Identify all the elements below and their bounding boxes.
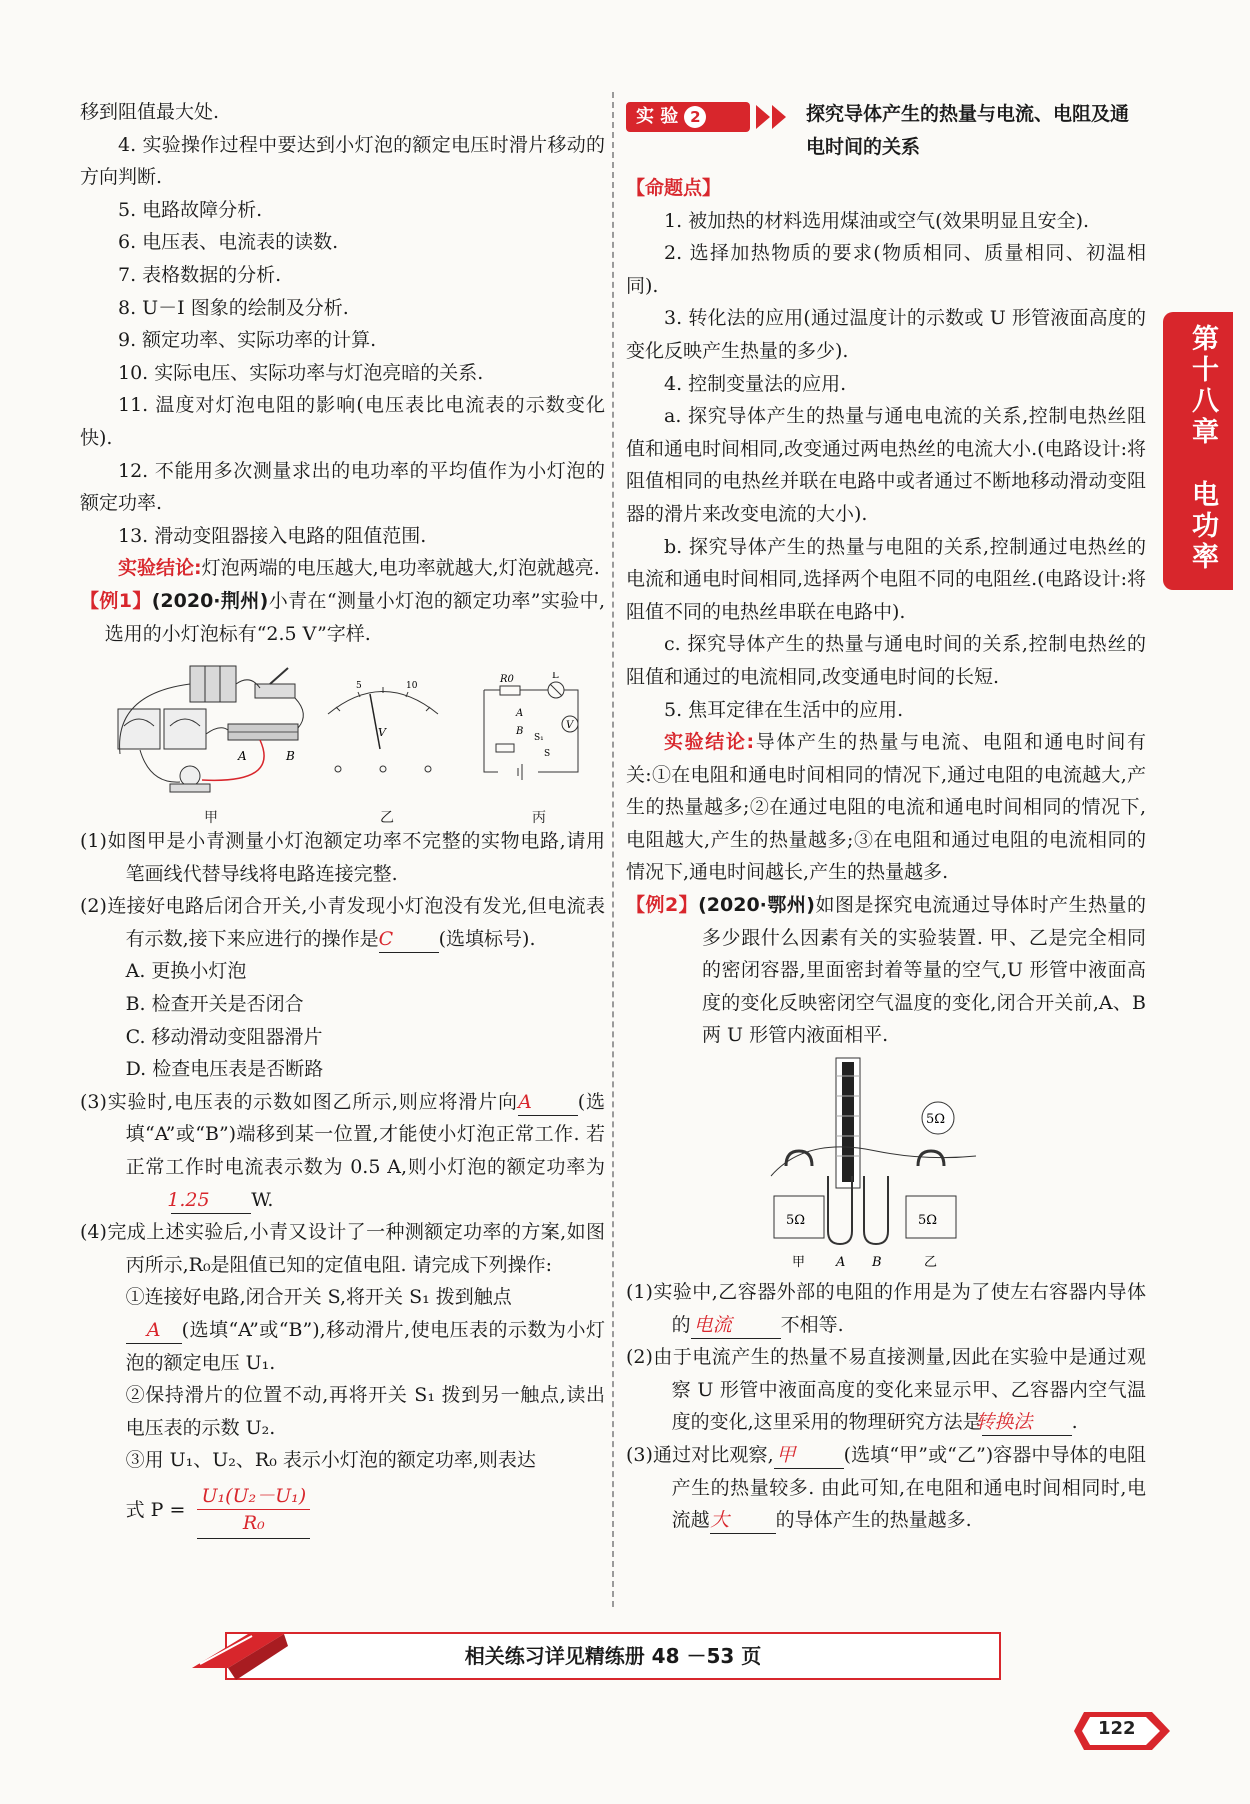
point-item: 4. 控制变量法的应用. bbox=[664, 372, 847, 395]
conclusion-label: 实验结论: bbox=[118, 557, 202, 580]
text-line: 8. U－I 图象的绘制及分析. bbox=[118, 296, 349, 319]
experiment-header bbox=[626, 96, 1146, 172]
text-line: 6. 电压表、电流表的读数. bbox=[118, 231, 339, 254]
text-line: 11. 温度对灯泡电阻的影响(电压表比电流表的示数变化快). bbox=[80, 394, 605, 449]
text-line: 移到阻值最大处. bbox=[80, 101, 220, 123]
resistor-label: 5Ω bbox=[918, 1213, 938, 1229]
right-column bbox=[626, 96, 1146, 1537]
text-line: 13. 滑动变阻器接入电路的阻值范围. bbox=[118, 524, 427, 547]
question-text: (3)实验时,电压表的示数如图乙所示,则应将滑片向 bbox=[80, 1090, 518, 1113]
question-4: (4)完成上述实验后,小青又设计了一种测额定功率的方案,如图丙所示,R₀是阻值已知的定值电阻. 请完成下列操作: bbox=[80, 1221, 605, 1276]
svg-text:S: S bbox=[544, 749, 551, 760]
option: D. 检查电压表是否断路 bbox=[125, 1058, 324, 1081]
example-tag: 【例2】 bbox=[626, 894, 699, 917]
u-tube-apparatus-figure bbox=[766, 1056, 986, 1271]
page-number: 122 bbox=[1098, 1718, 1136, 1739]
step-3: ③用 U₁、U₂、R₀ 表示小灯泡的额定功率,则表达 bbox=[125, 1449, 536, 1472]
formula-numerator: U₁(U₂－U₁) bbox=[197, 1483, 310, 1510]
text-line: 10. 实际电压、实际功率与灯泡亮暗的关系. bbox=[118, 361, 484, 384]
example2-stem bbox=[626, 889, 1146, 1052]
circuit-photo-figure bbox=[110, 664, 315, 799]
pen-icon bbox=[188, 1628, 308, 1684]
question-3 bbox=[80, 1086, 605, 1216]
question-text: . bbox=[1071, 1411, 1078, 1434]
text-line: 12. 不能用多次测量求出的电功率的平均值作为小灯泡的额定功率. bbox=[80, 459, 605, 515]
svg-text:B: B bbox=[286, 749, 295, 764]
conclusion-text: 导体产生的热量与电流、电阻和通电时间有关:①在电阻和通电时间相同的情况下,通过电阻的电流越大,产生的热量越多;②在通过电阻的电流和通电时间相同的情况下,电阻越大,产生的热量越多;③在电阻和通过电阻的电流相同的情况下,通电时间越长,产生的热量越多. bbox=[626, 731, 1146, 884]
svg-text:A: A bbox=[516, 708, 524, 720]
formula-prefix: 式 P = bbox=[125, 1498, 186, 1521]
practice-reference-banner: 相关练习详见精练册 48 －53 页 bbox=[225, 1632, 1001, 1680]
resistor-label: 5Ω bbox=[926, 1112, 946, 1128]
svg-text:B: B bbox=[516, 726, 524, 738]
example-source: (2020·鄂州) bbox=[698, 894, 815, 917]
example1-figures bbox=[80, 664, 605, 827]
question-1 bbox=[626, 1276, 1146, 1341]
figure-label-bing: 丙 bbox=[532, 810, 546, 827]
option: B. 检查开关是否闭合 bbox=[125, 993, 304, 1016]
text-line: 9. 额定功率、实际功率的计算. bbox=[118, 329, 377, 352]
question-text: W. bbox=[251, 1188, 274, 1211]
text-line: 5. 电路故障分析. bbox=[118, 198, 263, 221]
voltmeter-dial-figure bbox=[318, 674, 448, 784]
chapter-side-tab bbox=[1163, 312, 1233, 590]
answer-blank: 电流 bbox=[691, 1312, 781, 1339]
figure-label-jia: 甲 bbox=[204, 810, 218, 827]
question-text: ①连接好电路,闭合开关 S,将开关 S₁ 拨到触点 bbox=[125, 1286, 512, 1309]
question-text: (2)由于电流产生的热量不易直接测量,因此在实验中是通过观察 U 形管中液面高度的变化来显示甲、乙容器内空气温度的变化,这里采用的物理研究方法是 bbox=[626, 1346, 1146, 1434]
example-tag: 【例1】 bbox=[80, 589, 152, 612]
question-2 bbox=[626, 1341, 1146, 1439]
answer-blank: 甲 bbox=[774, 1442, 844, 1469]
topic-label: 电功率 bbox=[1187, 480, 1218, 573]
conclusion-label: 实验结论: bbox=[664, 731, 755, 754]
chapter-label: 第十八章 bbox=[1187, 324, 1218, 448]
circuit-diagram-figure bbox=[478, 672, 590, 787]
question-text: 的导体产生的热量越多. bbox=[775, 1509, 972, 1532]
double-arrow-icon bbox=[754, 102, 790, 132]
experiment-label: 实 验 bbox=[636, 106, 679, 127]
conclusion-text: 灯泡两端的电压越大,电功率就越大,灯泡就越亮. bbox=[201, 557, 600, 580]
text-line: 7. 表格数据的分析. bbox=[118, 263, 282, 286]
example2-figure bbox=[626, 1056, 1146, 1276]
answer-blank: 转换法 bbox=[982, 1409, 1072, 1436]
figure-label-b: B bbox=[872, 1255, 882, 1271]
step-1 bbox=[80, 1281, 605, 1379]
question-1: (1)如图甲是小青测量小灯泡额定功率不完整的实物电路,请用笔画线代替导线将电路连接完整. bbox=[80, 830, 605, 885]
question-3 bbox=[626, 1439, 1146, 1537]
text-line: 4. 实验操作过程中要达到小灯泡的额定电压时滑片移动的方向判断. bbox=[80, 133, 605, 189]
example-source: (2020·荆州) bbox=[151, 589, 269, 612]
figure-label-a: A bbox=[836, 1255, 846, 1271]
point-item: 3. 转化法的应用(通过温度计的示数或 U 形管液面高度的变化反映产生热量的多少). bbox=[626, 307, 1146, 362]
answer-blank: 大 bbox=[710, 1507, 776, 1534]
page-number-badge bbox=[1074, 1710, 1172, 1752]
question-text: 不相等. bbox=[780, 1313, 844, 1336]
option: A. 更换小灯泡 bbox=[125, 960, 247, 983]
svg-text:A: A bbox=[238, 749, 247, 764]
answer-blank: C bbox=[379, 926, 439, 953]
svg-text:10: 10 bbox=[406, 681, 418, 692]
answer-blank: A bbox=[518, 1089, 578, 1116]
point-item: 2. 选择加热物质的要求(物质相同、质量相同、初温相同). bbox=[626, 242, 1146, 297]
experiment-title: 探究导体产生的热量与电流、电阻及通电时间的关系 bbox=[806, 103, 1130, 158]
point-item: a. 探究导体产生的热量与通电电流的关系,控制电热丝阻值和通电时间相同,改变通过两电热丝的电流大小.(电路设计:将阻值相同的电热丝并联在电路中或者通过不断地移动滑动变阻器的滑片来改变电流的大小). bbox=[626, 405, 1146, 525]
formula-line bbox=[80, 1483, 605, 1539]
answer-blank: 1.25 bbox=[171, 1187, 251, 1214]
point-item: 5. 焦耳定律在生活中的应用. bbox=[664, 698, 904, 721]
point-item: b. 探究导体产生的热量与电阻的关系,控制通过电热丝的电流和通电时间相同,选择两个电阻不同的电阻丝.(电路设计:将阻值不同的电热丝串联在电路中). bbox=[626, 535, 1146, 623]
figure-label-jia: 甲 bbox=[792, 1255, 806, 1271]
answer-formula bbox=[197, 1483, 310, 1539]
svg-text:V: V bbox=[566, 720, 574, 732]
question-2 bbox=[80, 890, 605, 955]
figure-label-yi: 乙 bbox=[380, 810, 394, 827]
svg-text:V: V bbox=[378, 726, 386, 740]
experiment-number: 2 bbox=[684, 106, 706, 128]
formula-denominator: R₀ bbox=[242, 1511, 265, 1534]
question-text: (选填“A”或“B”),移动滑片,使电压表的示数为小灯泡的额定电压 U₁. bbox=[125, 1319, 605, 1374]
question-text: (3)通过对比观察, bbox=[626, 1444, 774, 1466]
points-label: 【命题点】 bbox=[626, 177, 722, 199]
question-text: (选填“甲”或“乙”)容器中导体的电阻产生的热量较多. 由此可知,在电阻和通电时间相同时,电流越 bbox=[671, 1444, 1146, 1532]
question-text: (1)实验中,乙容器外部的电阻的作用是为了使左右容器内导体的 bbox=[626, 1281, 1146, 1336]
resistor-label: 5Ω bbox=[786, 1213, 806, 1229]
example-stem-text: 如图是探究电流通过导体时产生热量的多少跟什么因素有关的实验装置. 甲、乙是完全相同的密闭容器,里面密封着等量的空气,U 形管中液面高度的变化反映密闭空气温度的变化,闭合开关前,A、B 两 U 形管内液面相平. bbox=[702, 894, 1146, 1047]
point-item: c. 探究导体产生的热量与通电时间的关系,控制电热丝的阻值和通过的电流相同,改变通电时间的长短. bbox=[626, 633, 1146, 688]
svg-text:R0: R0 bbox=[500, 674, 514, 686]
point-item: 1. 被加热的材料选用煤油或空气(效果明显且安全). bbox=[664, 209, 1090, 232]
example1-stem bbox=[80, 585, 605, 650]
svg-text:S₁: S₁ bbox=[534, 733, 544, 744]
example-stem-text: 小青在“测量小灯泡的额定功率”实验中,选用的小灯泡标有“2.5 V”字样. bbox=[104, 589, 605, 645]
step-2: ②保持滑片的位置不动,再将开关 S₁ 拨到另一触点,读出电压表的示数 U₂. bbox=[125, 1384, 605, 1439]
conclusion bbox=[626, 726, 1146, 889]
svg-text:5: 5 bbox=[356, 681, 362, 692]
column-divider bbox=[612, 92, 614, 1607]
answer-blank: A bbox=[126, 1317, 182, 1344]
conclusion bbox=[80, 552, 605, 585]
question-text: (选填标号). bbox=[438, 927, 536, 950]
question-text: (2)连接好电路后闭合开关,小青发现小灯泡没有发光,但电流表有示数,接下来应进行的操作是 bbox=[80, 895, 605, 950]
left-column bbox=[80, 96, 605, 1539]
question-text: (选填“A”或“B”)端移到某一位置,才能使小灯泡正常工作. 若正常工作时电流表示数为 0.5 A,则小灯泡的额定功率为 bbox=[125, 1090, 605, 1179]
option: C. 移动滑动变阻器滑片 bbox=[125, 1025, 323, 1048]
figure-label-yi: 乙 bbox=[924, 1255, 938, 1271]
svg-text:L: L bbox=[552, 672, 559, 682]
experiment-badge bbox=[626, 102, 750, 132]
